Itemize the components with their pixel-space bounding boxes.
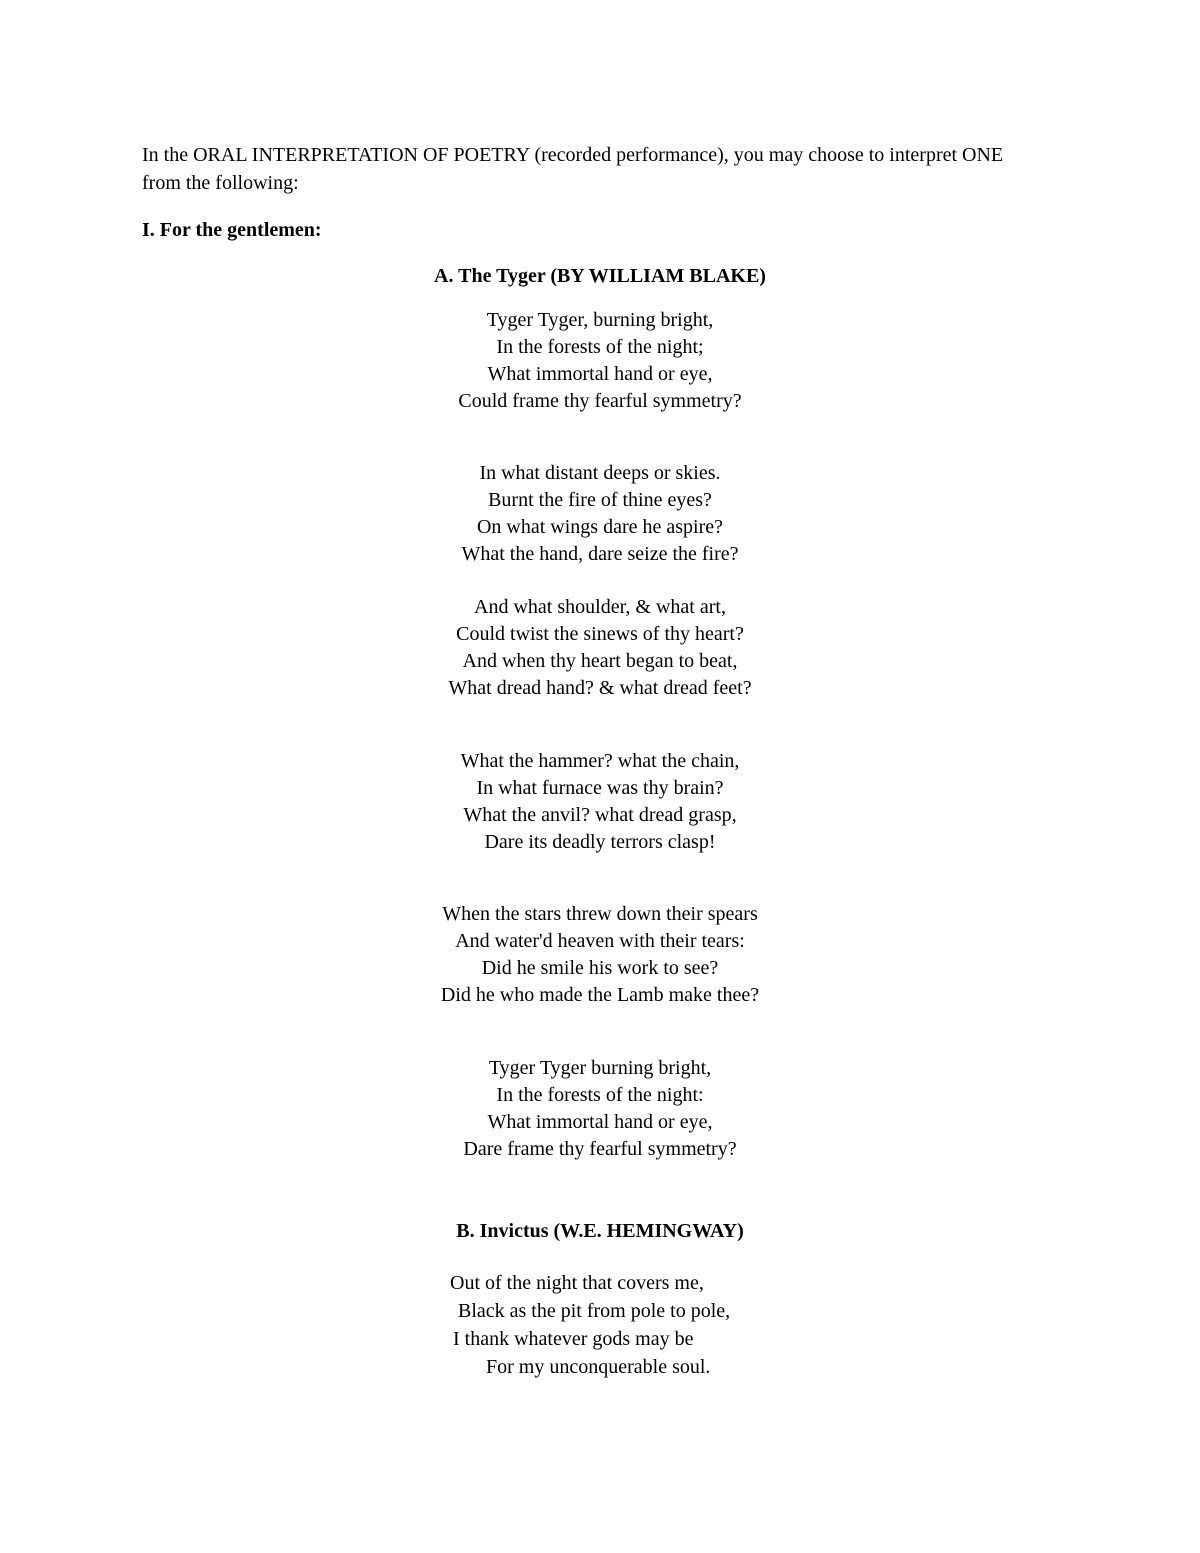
poem-title-tyger: A. The Tyger (BY WILLIAM BLAKE) — [434, 265, 766, 287]
tyger-stanza-6 — [0, 1055, 1200, 1163]
poem-line: And water'd heaven with their tears: — [455, 930, 745, 952]
poem-line: In the forests of the night: — [496, 1084, 704, 1106]
section-heading: I. For the gentlemen: — [142, 219, 322, 241]
poem-line: In what furnace was thy brain? — [476, 777, 724, 799]
poem-line: What dread hand? & what dread feet? — [448, 677, 752, 699]
poem-line: What the hammer? what the chain, — [460, 750, 740, 772]
tyger-stanza-4 — [0, 748, 1200, 856]
intro-paragraph: In the ORAL INTERPRETATION OF POETRY (recorded performance), you may choose to interpret ONE from the following: — [142, 144, 1004, 194]
poem-line: And what shoulder, & what art, — [474, 596, 726, 618]
tyger-stanza-5 — [0, 901, 1200, 1009]
poem-line: Tyger Tyger, burning bright, — [486, 309, 714, 331]
poem-line: Did he who made the Lamb make thee? — [440, 984, 760, 1006]
poem-line: In what distant deeps or skies. — [479, 462, 721, 484]
tyger-stanza-2 — [0, 460, 1200, 568]
poem-line: In the forests of the night; — [496, 336, 704, 358]
poem-line: I thank whatever gods may be — [453, 1328, 694, 1350]
poem-line: Dare frame thy fearful symmetry? — [463, 1138, 737, 1160]
poem-line: Out of the night that covers me, — [450, 1272, 704, 1294]
poem-line: Tyger Tyger burning bright, — [488, 1057, 712, 1079]
poem-line: Black as the pit from pole to pole, — [458, 1300, 731, 1322]
poem-line: What the anvil? what dread grasp, — [463, 804, 737, 826]
poem-line: Did he smile his work to see? — [481, 957, 719, 979]
poem-line: Burnt the fire of thine eyes? — [488, 489, 712, 511]
poem-line: And when thy heart began to beat, — [462, 650, 738, 672]
poem-line: Could frame thy fearful symmetry? — [458, 390, 742, 412]
poem-line: When the stars threw down their spears — [442, 903, 758, 925]
tyger-stanza-1 — [0, 307, 1200, 415]
poem-line: Dare its deadly terrors clasp! — [484, 831, 716, 853]
tyger-stanza-3 — [0, 594, 1200, 702]
poem-line: Could twist the sinews of thy heart? — [456, 623, 744, 645]
poem-line: What the hand, dare seize the fire? — [461, 543, 739, 565]
poem-title-invictus: B. Invictus (W.E. HEMINGWAY) — [456, 1220, 744, 1242]
invictus-stanza-1 — [0, 1269, 1200, 1381]
poem-line: For my unconquerable soul. — [486, 1356, 711, 1378]
poem-line: What immortal hand or eye, — [487, 363, 713, 385]
poem-line: What immortal hand or eye, — [487, 1111, 713, 1133]
poem-line: On what wings dare he aspire? — [476, 516, 724, 538]
